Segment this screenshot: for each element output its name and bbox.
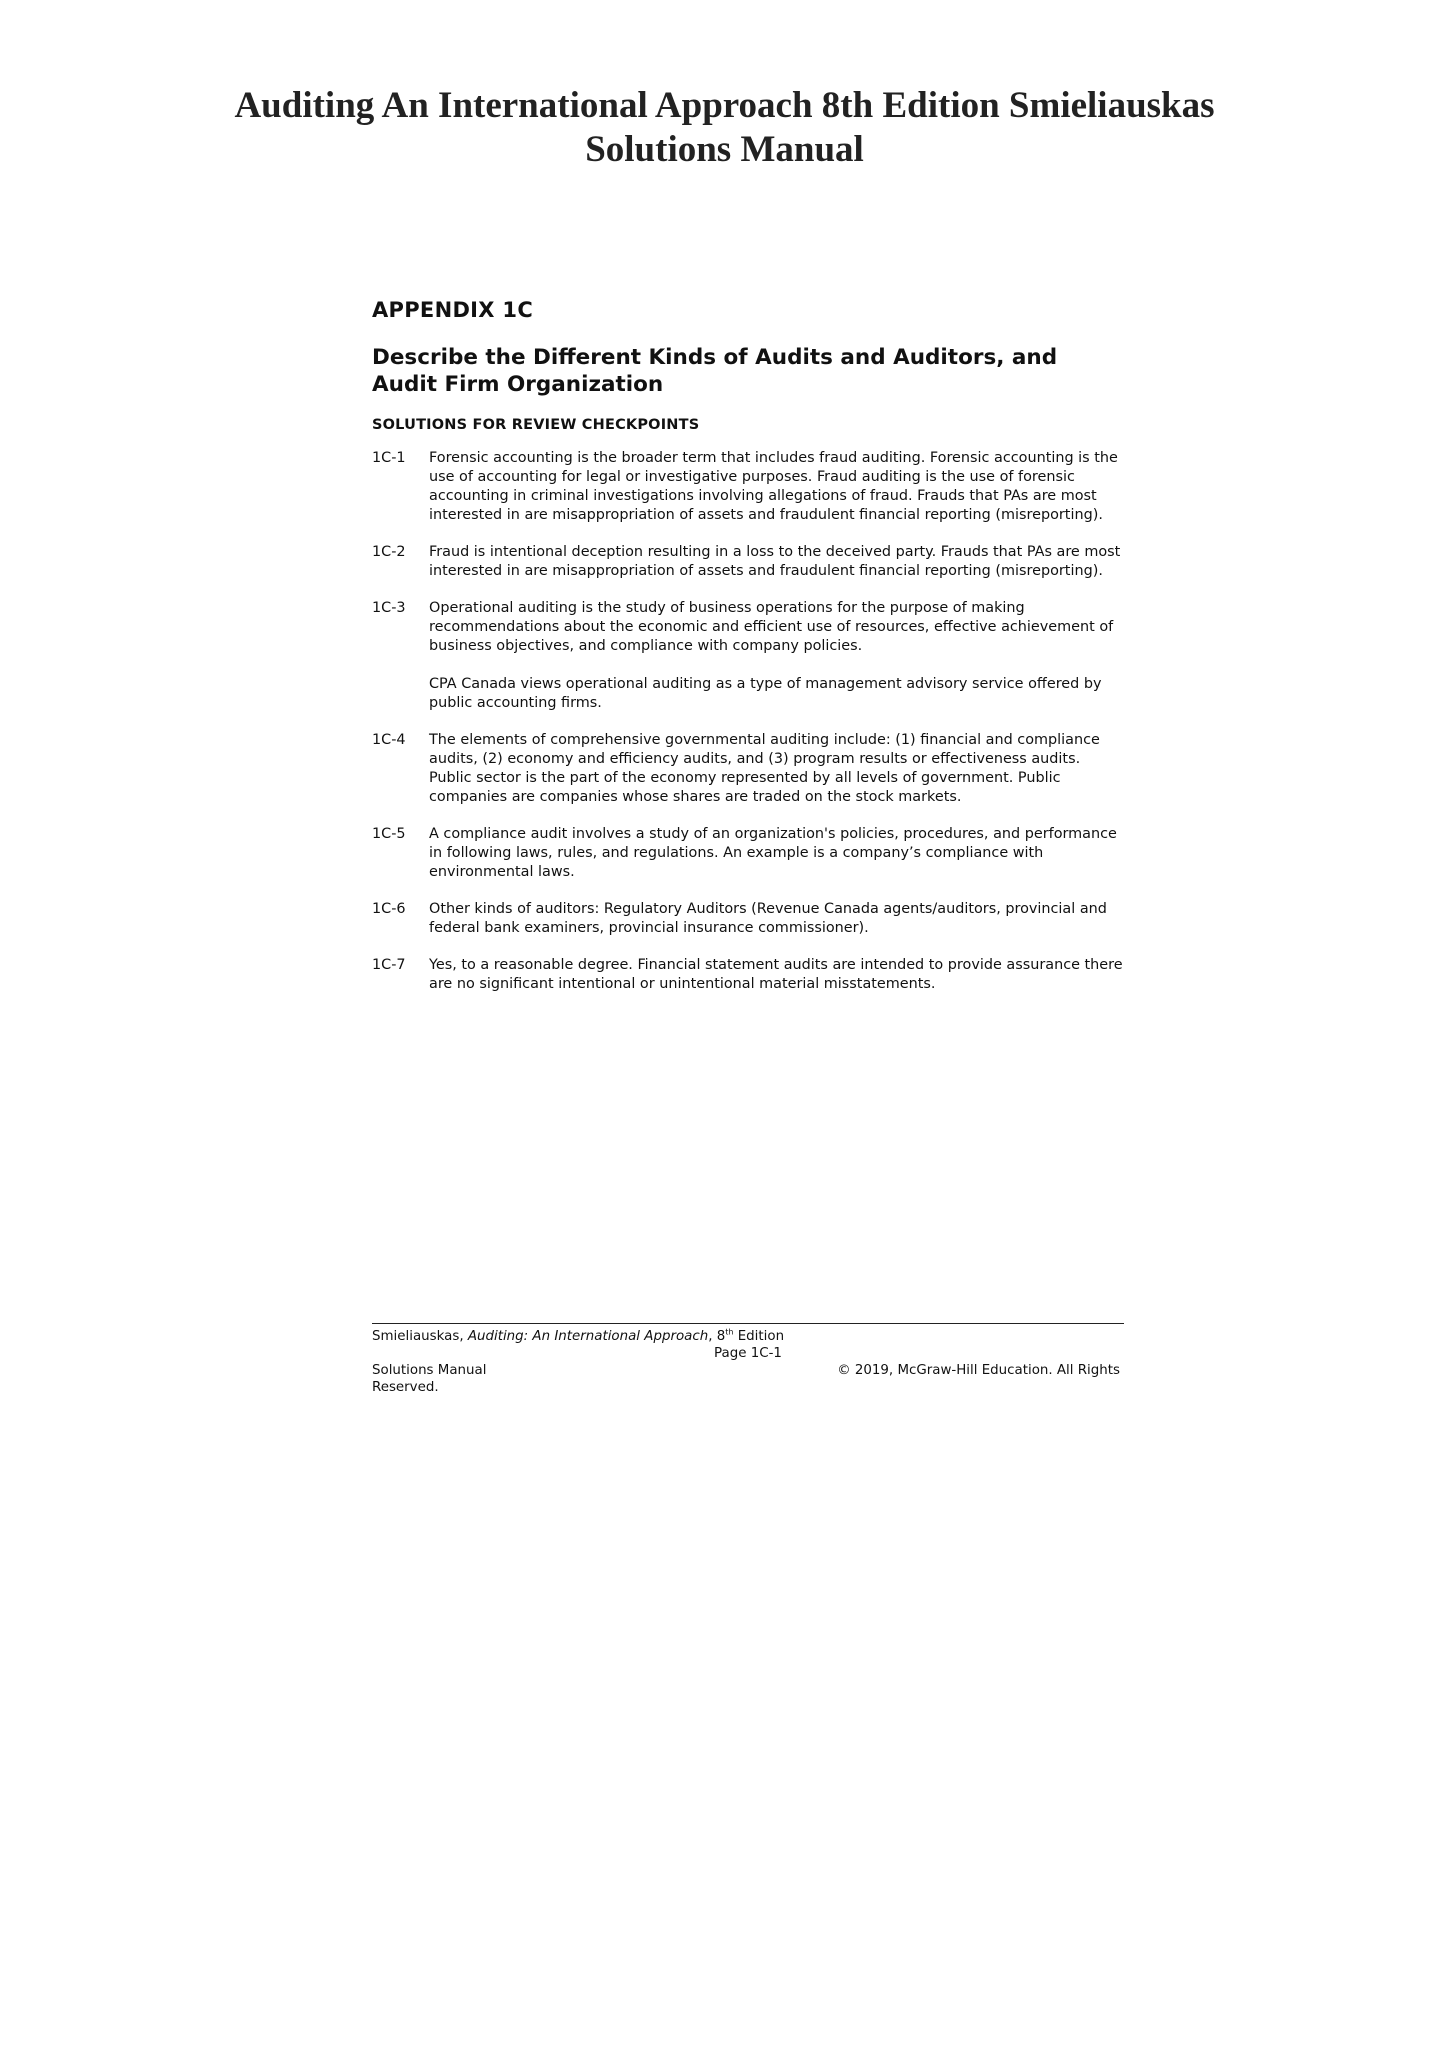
checkpoint-item [372,731,1124,807]
footer-divider [372,1323,1124,1324]
document-title [0,84,1449,172]
checkpoint-number: 1C-5 [372,826,406,842]
document-title-line-1: Auditing An International Approach 8th Edition Smieliauskas [234,85,1215,126]
checkpoint-paragraph: Yes, to a reasonable degree. Financial statement audits are intended to provide assurance there are no significant intentional or unintentional material misstatements. [429,957,1123,992]
checkpoint-item [372,956,1124,994]
checkpoint-answer [429,825,1124,882]
footer-page-number: Page 1C-1 [714,1346,782,1361]
page-footer [372,1323,1124,1396]
checkpoint-paragraph: Other kinds of auditors: Regulatory Auditors (Revenue Canada agents/auditors, provincial and federal bank examiners, provincial insurance commissioner). [429,901,1107,936]
page-content [372,296,1124,1012]
checkpoint-item [372,449,1124,525]
section-title: Describe the Different Kinds of Audits and Auditors, and Audit Firm Organization [372,345,1058,397]
footer-edition-sep: , 8 [708,1329,726,1344]
footer-reserved: Reserved. [372,1380,439,1395]
footer-book-title: Auditing: An International Approach [467,1329,709,1344]
checkpoint-paragraph: The elements of comprehensive governmental auditing include: (1) financial and compliance audits, (2) economy and efficiency audits, and (3) program results or effectiveness audits. Public sector is the part of the economy represented by all levels of government. Public companies are companies whose shares are traded on the stock markets. [429,732,1100,805]
section-subtitle: SOLUTIONS FOR REVIEW CHECKPOINTS [372,417,700,433]
checkpoint-number: 1C-7 [372,957,406,973]
checkpoint-number: 1C-2 [372,544,406,560]
checkpoint-answer [429,543,1124,581]
checkpoint-answer [429,900,1124,938]
footer-solutions-manual: Solutions Manual [372,1363,487,1378]
checkpoint-paragraph: CPA Canada views operational auditing as a type of management advisory service offered by public accounting firms. [429,676,1102,711]
checkpoint-paragraph: Forensic accounting is the broader term that includes fraud auditing. Forensic accounting is the use of accounting for legal or investigative purposes. Fraud auditing is the use of forensic accounting in criminal investigations involving allegations of fraud. Frauds that PAs are most interested in are misappropriation of assets and fraudulent financial reporting (misreporting). [429,450,1118,523]
checkpoint-answer [429,599,1124,713]
checkpoint-item [372,543,1124,581]
checkpoint-number: 1C-4 [372,732,406,748]
footer-author: Smieliauskas, [372,1329,468,1344]
footer-citation [372,1328,1124,1345]
appendix-label: APPENDIX 1C [372,298,534,322]
footer-copyright: © 2019, McGraw-Hill Education. All Rights [837,1363,1120,1378]
checkpoint-answer [429,449,1124,525]
checkpoint-item [372,599,1124,713]
checkpoint-paragraph: A compliance audit involves a study of an organization's policies, procedures, and performance in following laws, rules, and regulations. An example is a company’s compliance with environmental laws. [429,826,1117,880]
checkpoint-number: 1C-1 [372,450,406,466]
checkpoint-list [372,449,1124,994]
document-title-line-2: Solutions Manual [585,129,864,170]
checkpoint-answer [429,731,1124,807]
footer-edition-word: Edition [733,1329,785,1344]
checkpoint-paragraph: Fraud is intentional deception resulting in a loss to the deceived party. Frauds that PAs are most interested in are misappropriation of assets and fraudulent financial reporting (misreporting). [429,544,1121,579]
checkpoint-number: 1C-3 [372,600,406,616]
checkpoint-number: 1C-6 [372,901,406,917]
checkpoint-item [372,900,1124,938]
checkpoint-paragraph: Operational auditing is the study of business operations for the purpose of making recommendations about the economic and efficient use of resources, effective achievement of business objectives, and compliance with company policies. [429,600,1114,654]
checkpoint-item [372,825,1124,882]
checkpoint-answer [429,956,1124,994]
footer-edition-sup: th [725,1327,734,1337]
